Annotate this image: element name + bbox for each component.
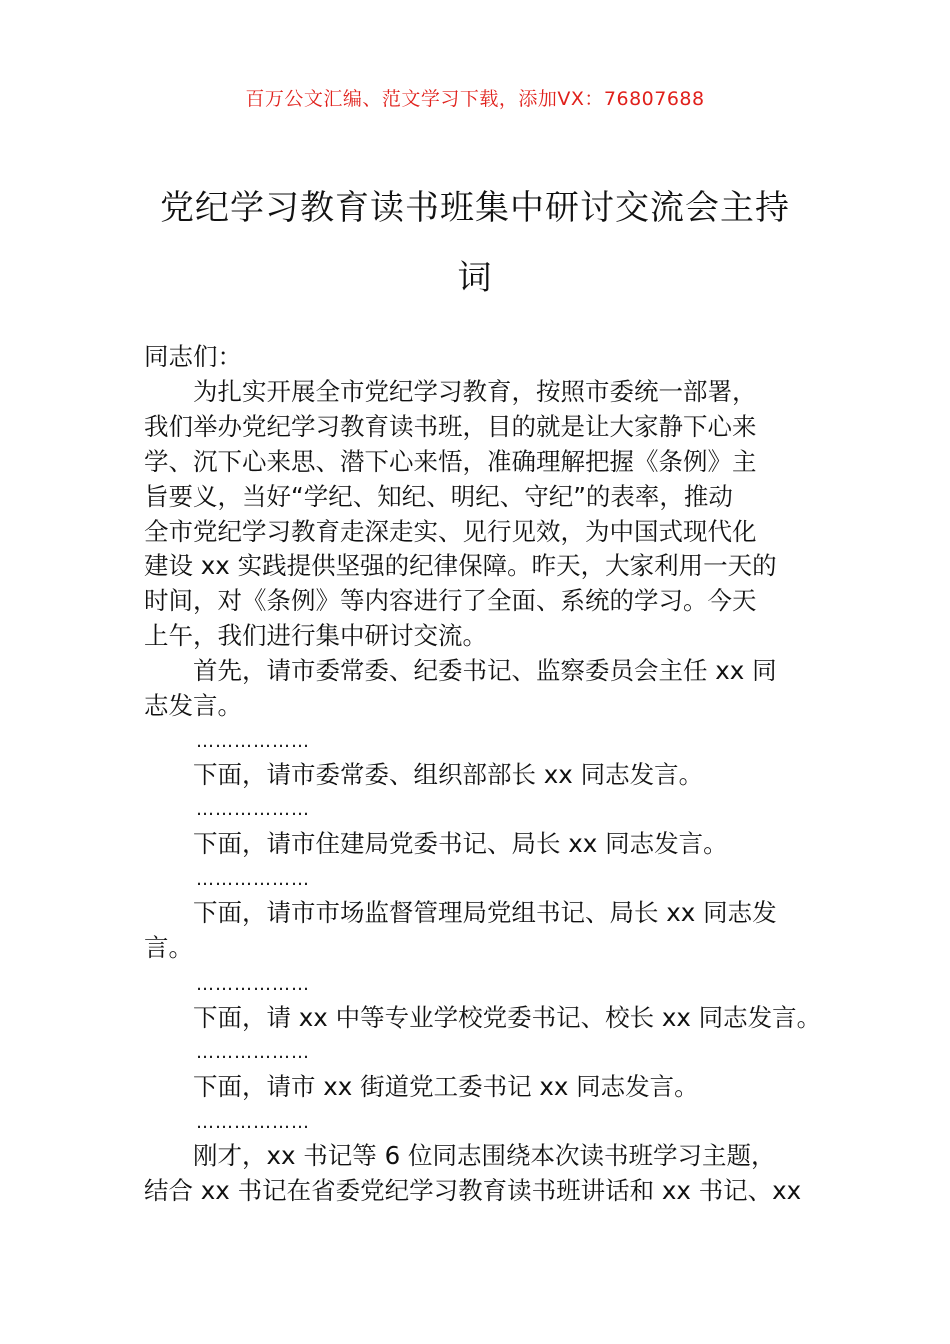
- paragraph-line: 下面，请 xx 中等专业学校党委书记、校长 xx 同志发言。: [193, 1003, 822, 1032]
- paragraph-line: 为扎实开展全市党纪学习教育，按照市委统一部署，: [193, 377, 757, 406]
- ellipsis-separator: ………………: [196, 799, 310, 820]
- paragraph-line: 下面，请市委常委、组织部部长 xx 同志发言。: [193, 760, 704, 789]
- paragraph-line: 下面，请市 xx 街道党工委书记 xx 同志发言。: [193, 1072, 699, 1101]
- paragraph-line: 下面，请市市场监督管理局党组书记、局长 xx 同志发: [193, 898, 777, 927]
- paragraph-line: 建设 xx 实践提供坚强的纪律保障。昨天，大家利用一天的: [144, 551, 777, 580]
- paragraph-line: 时间，对《条例》等内容进行了全面、系统的学习。今天: [144, 586, 757, 615]
- paragraph-line: 下面，请市住建局党委书记、局长 xx 同志发言。: [193, 829, 728, 858]
- paragraph-line: 旨要义，当好“学纪、知纪、明纪、守纪”的表率，推动: [144, 482, 733, 511]
- paragraph-line: 学、沉下心来思、潜下心来悟，准确理解把握《条例》主: [144, 447, 757, 476]
- paragraph-line: 言。: [144, 933, 193, 962]
- watermark-banner: 百万公文汇编、范文学习下载，添加VX：76807688: [245, 88, 705, 110]
- paragraph-line: 刚才，xx 书记等 6 位同志围绕本次读书班学习主题，: [193, 1141, 776, 1170]
- ellipsis-separator: ………………: [196, 731, 310, 752]
- paragraph-line: 全市党纪学习教育走深走实、见行见效，为中国式现代化: [144, 517, 757, 546]
- paragraph-line: 上午，我们进行集中研讨交流。: [144, 621, 487, 650]
- ellipsis-separator: ………………: [196, 974, 310, 995]
- ellipsis-separator: ………………: [196, 1112, 310, 1133]
- salutation: 同志们：: [144, 342, 242, 371]
- paragraph-line: 志发言。: [144, 691, 242, 720]
- document-title-line-1: 党纪学习教育读书班集中研讨交流会主持: [160, 188, 790, 228]
- document-title-line-2: 词: [457, 258, 493, 298]
- paragraph-line: 结合 xx 书记在省委党纪学习教育读书班讲话和 xx 书记、xx: [144, 1176, 802, 1205]
- paragraph-line: 首先，请市委常委、纪委书记、监察委员会主任 xx 同: [193, 656, 777, 685]
- paragraph-line: 我们举办党纪学习教育读书班，目的就是让大家静下心来: [144, 412, 757, 441]
- ellipsis-separator: ………………: [196, 869, 310, 890]
- ellipsis-separator: ………………: [196, 1042, 310, 1063]
